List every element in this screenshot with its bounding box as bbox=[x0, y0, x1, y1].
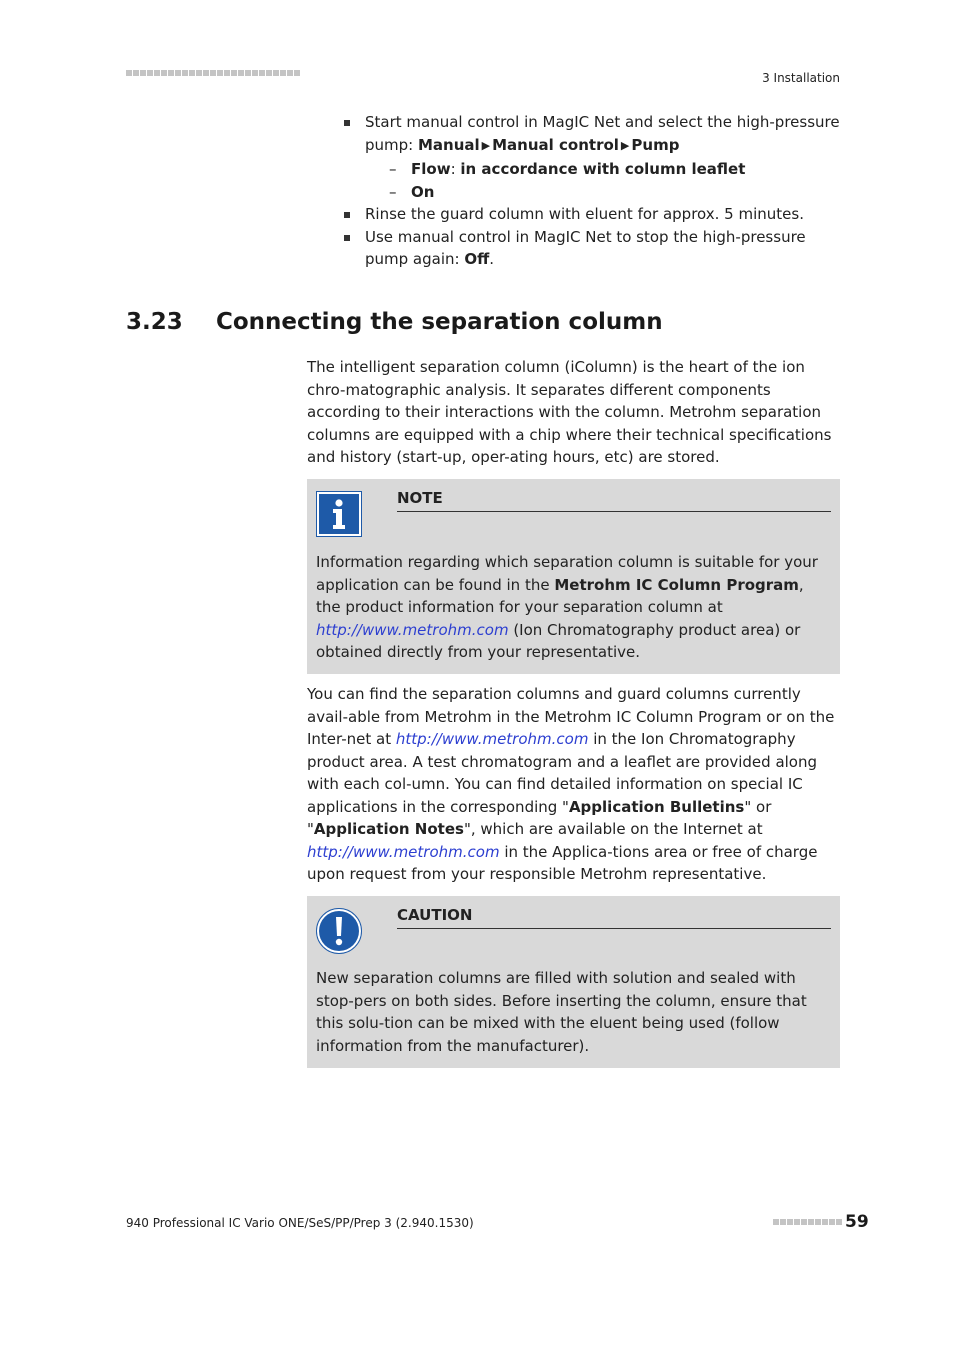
footer-product: 940 Professional IC Vario ONE/SeS/PP/Prep 3 (2.940.1530) bbox=[126, 1216, 474, 1230]
footer-decoration bbox=[773, 1219, 842, 1225]
step-list bbox=[344, 111, 844, 271]
header-chapter: 3 Installation bbox=[762, 71, 840, 85]
intro-paragraph: The intelligent separation column (iColumn) is the heart of the ion chro-matographic analysis. It separates different components according to their interactions with the column. Metrohm separation columns are equipped with a chip where their technical specifications and history (start-up, oper-ating hours, etc) are stored. bbox=[307, 358, 832, 466]
note-text: Information regarding which separation column is suitable for your application can be found in the Metrohm IC Column Program, the product information for your separation column at http://www.metrohm.com (Ion Chromatography product area) or obtained directly from your representative. bbox=[316, 553, 818, 661]
list-item: Start manual control in MagIC Net and select the high-pressure pump: Manual ▶ Manual control ▶ Pump bbox=[344, 111, 844, 158]
sub-item: – On bbox=[389, 182, 435, 201]
path-arrow-icon: ▶ bbox=[620, 138, 630, 152]
list-item: Use manual control in MagIC Net to stop the high-pressure pump again: Off. bbox=[344, 226, 844, 271]
metrohm-link[interactable]: http://www.metrohm.com bbox=[307, 842, 500, 861]
note-box bbox=[307, 479, 840, 674]
caution-box bbox=[307, 896, 840, 1068]
header-decoration bbox=[126, 70, 300, 76]
section-heading bbox=[126, 306, 663, 338]
columns-paragraph: You can find the separation columns and guard columns currently avail-able from Metrohm in the Metrohm IC Column Program or on the Inter-net at http://www.metrohm.com in the Ion Chromatography product area. A test chromatogram and a leaflet are provided along with each col-umn. You can find detailed information on special IC applications in the corresponding "Application Bulletins" or "Application Notes", which are available on the Internet at http://www.metrohm.com in the Applica-tions area or free of charge upon request from your responsible Metrohm representative. bbox=[307, 685, 835, 883]
menu-path-manual-control: Manual control bbox=[492, 135, 619, 154]
info-icon bbox=[316, 491, 362, 537]
caution-text: New separation columns are filled with solution and sealed with stop-pers on both sides. Before inserting the column, ensure that this solu-tion can be mixed with the eluent being used (follow information from the manufacturer). bbox=[316, 969, 807, 1055]
note-title: NOTE bbox=[397, 487, 831, 512]
page-number: 59 bbox=[845, 1212, 869, 1232]
list-item: Rinse the guard column with eluent for approx. 5 minutes. bbox=[344, 203, 844, 226]
path-arrow-icon: ▶ bbox=[481, 138, 491, 152]
metrohm-link[interactable]: http://www.metrohm.com bbox=[316, 620, 509, 639]
sub-item: – Flow: in accordance with column leaflet bbox=[389, 160, 746, 178]
metrohm-link[interactable]: http://www.metrohm.com bbox=[395, 730, 589, 748]
exclamation-icon bbox=[316, 908, 362, 954]
menu-path-pump: Pump bbox=[631, 135, 680, 154]
caution-title: CAUTION bbox=[397, 904, 831, 929]
section-title: Connecting the separation column bbox=[216, 309, 663, 335]
section-number: 3.23 bbox=[126, 309, 183, 335]
menu-path-manual: Manual bbox=[417, 135, 480, 154]
